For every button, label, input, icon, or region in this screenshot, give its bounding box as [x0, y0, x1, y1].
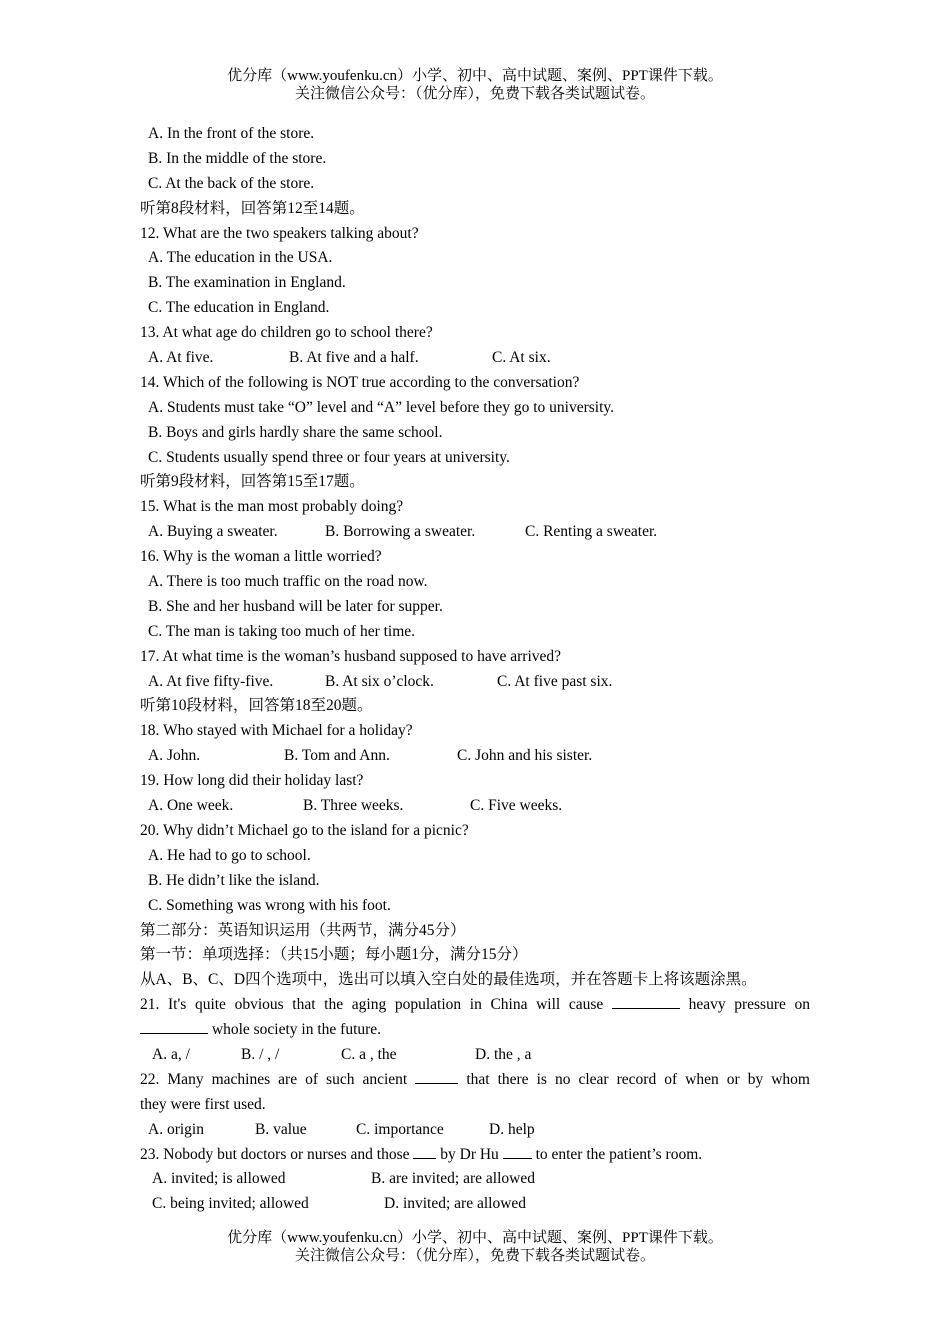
q21-line-1	[140, 993, 810, 1018]
q14-stem: 14. Which of the following is NOT true according to the conversation?	[140, 373, 580, 391]
q19-option-a: A. One week.	[148, 797, 234, 815]
q23-stem	[140, 1143, 810, 1168]
q22-text-a: 22. Many machines are of such ancient	[140, 1070, 408, 1088]
q11-option-c: C. At the back of the store.	[148, 174, 315, 192]
q21-option-c: C. a , the	[341, 1045, 397, 1063]
q18-stem: 18. Who stayed with Michael for a holiday?	[140, 722, 413, 740]
q12-stem: 12. What are the two speakers talking about?	[140, 224, 419, 242]
answer-blank	[612, 994, 680, 1009]
q18-options	[140, 744, 810, 769]
q23-options-row-2	[140, 1192, 810, 1217]
q21-line-2	[140, 1018, 810, 1043]
q12-option-c: C. The education in England.	[148, 299, 330, 317]
answer-blank	[415, 1069, 458, 1084]
q12-option-a: A. The education in the USA.	[148, 249, 333, 267]
q17-options	[140, 670, 810, 695]
section-8-heading: 听第8段材料，回答第12至14题。	[140, 199, 365, 217]
q18-option-a: A. John.	[148, 747, 201, 765]
q13-option-c: C. At six.	[492, 349, 551, 367]
q22-line-1	[140, 1068, 810, 1093]
part-2-heading: 第二部分：英语知识运用（共两节，满分45分）	[140, 921, 466, 939]
q21-options	[140, 1043, 810, 1068]
q12-option-b: B. The examination in England.	[148, 274, 346, 292]
q17-option-a: A. At five fifty-five.	[148, 672, 274, 690]
q15-stem: 15. What is the man most probably doing?	[140, 498, 404, 516]
q13-stem: 13. At what age do children go to school there?	[140, 324, 433, 342]
q21-option-a: A. a, /	[152, 1045, 190, 1063]
q23-options-row-1	[140, 1167, 810, 1192]
q15-options	[140, 520, 810, 545]
footer-line-2: 关注微信公众号：（优分库），免费下载各类试题试卷。	[294, 1248, 655, 1264]
q13-option-a: A. At five.	[148, 349, 214, 367]
q23-text-a: 23. Nobody but doctors or nurses and those	[140, 1145, 410, 1163]
q14-option-c: C. Students usually spend three or four years at university.	[148, 448, 510, 466]
q15-option-a: A. Buying a sweater.	[148, 523, 278, 541]
answer-blank	[503, 1144, 532, 1159]
section-1-heading: 第一节：单项选择：（共15小题；每小题1分，满分15分）	[140, 946, 528, 964]
q21-option-b: B. / , /	[241, 1045, 280, 1063]
q23-text-c: to enter the patient’s room.	[535, 1145, 703, 1163]
q22-option-d: D. help	[489, 1120, 535, 1138]
footer-line-1: 优分库（www.youfenku.cn）小学、初中、高中试题、案例、PPT课件下载。	[227, 1230, 723, 1246]
q23-text-b: by Dr Hu	[440, 1145, 499, 1163]
page-footer	[0, 1229, 950, 1265]
q21-option-d: D. the , a	[475, 1045, 532, 1063]
q20-option-c: C. Something was wrong with his foot.	[148, 896, 391, 914]
q21-text-b: heavy pressure on	[688, 996, 811, 1014]
answer-blank	[140, 1019, 208, 1034]
exam-content	[140, 122, 810, 1217]
q22-option-a: A. origin	[148, 1120, 204, 1138]
q21-text-c: whole society in the future.	[211, 1021, 382, 1039]
q18-option-b: B. Tom and Ann.	[284, 747, 390, 765]
q17-stem: 17. At what time is the woman’s husband supposed to have arrived?	[140, 647, 562, 665]
q19-options	[140, 794, 810, 819]
q16-option-c: C. The man is taking too much of her time.	[148, 622, 416, 640]
q23-option-b: B. are invited; are allowed	[371, 1170, 535, 1188]
q18-option-c: C. John and his sister.	[457, 747, 593, 765]
q19-stem: 19. How long did their holiday last?	[140, 772, 364, 790]
q15-option-c: C. Renting a sweater.	[525, 523, 658, 541]
q17-option-b: B. At six o’clock.	[325, 672, 434, 690]
q22-line-2: they were first used.	[140, 1095, 266, 1113]
q20-option-a: A. He had to go to school.	[148, 846, 311, 864]
q16-option-b: B. She and her husband will be later for supper.	[148, 597, 443, 615]
q11-option-a: A. In the front of the store.	[148, 125, 315, 142]
header-line-2: 关注微信公众号：（优分库），免费下载各类试题试卷。	[294, 86, 655, 102]
section-10-heading: 听第10段材料，回答第18至20题。	[140, 697, 373, 715]
instructions: 从A、B、C、D四个选项中，选出可以填入空白处的最佳选项，并在答题卡上将该题涂黑。	[140, 971, 757, 989]
q22-option-b: B. value	[255, 1120, 307, 1138]
q22-option-c: C. importance	[356, 1120, 444, 1138]
q13-option-b: B. At five and a half.	[289, 349, 419, 367]
q23-option-d: D. invited; are allowed	[384, 1195, 527, 1213]
q19-option-b: B. Three weeks.	[303, 797, 404, 815]
section-9-heading: 听第9段材料，回答第15至17题。	[140, 473, 365, 491]
q20-option-b: B. He didn’t like the island.	[148, 871, 320, 889]
q13-options	[140, 346, 810, 371]
q11-option-b: B. In the middle of the store.	[148, 149, 327, 167]
q22-text-b: that there is no clear record of when or by whom	[466, 1070, 810, 1088]
q16-option-a: A. There is too much traffic on the road now.	[148, 573, 428, 591]
q23-option-c: C. being invited; allowed	[152, 1195, 309, 1213]
header-line-1: 优分库（www.youfenku.cn）小学、初中、高中试题、案例、PPT课件下载。	[227, 68, 723, 84]
q21-text-a: 21. It's quite obvious that the aging population in China will cause	[140, 996, 604, 1014]
q14-option-a: A. Students must take “O” level and “A” level before they go to university.	[148, 398, 615, 416]
page-header	[0, 67, 950, 103]
answer-blank	[413, 1144, 436, 1159]
q23-option-a: A. invited; is allowed	[152, 1170, 286, 1188]
q16-stem: 16. Why is the woman a little worried?	[140, 548, 382, 566]
q22-options	[140, 1118, 810, 1143]
q14-option-b: B. Boys and girls hardly share the same school.	[148, 423, 443, 441]
q17-option-c: C. At five past six.	[497, 672, 613, 690]
q20-stem: 20. Why didn’t Michael go to the island for a picnic?	[140, 821, 469, 839]
q15-option-b: B. Borrowing a sweater.	[325, 523, 476, 541]
q19-option-c: C. Five weeks.	[470, 797, 563, 815]
